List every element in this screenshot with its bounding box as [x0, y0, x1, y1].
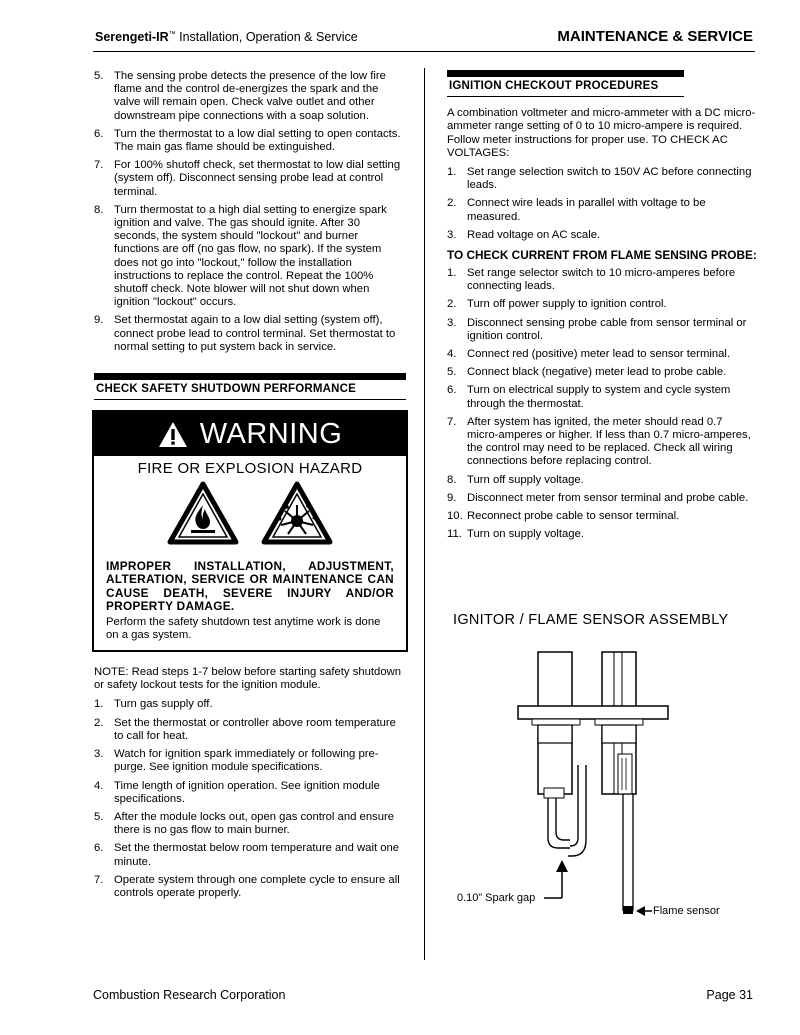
step-number: 3. [447, 316, 457, 329]
list-item [94, 128, 406, 154]
list-item [447, 510, 757, 523]
step-text: After system has ignited, the meter should read 0.7 micro-amperes or higher. If less than 0.7 micro-amperes, the control may need to be replaced. Check all wiring connections before replacing control. [467, 415, 751, 468]
flame-sensor-label: Flame sensor [653, 905, 720, 917]
step-text: Disconnect sensing probe cable from sensor terminal or ignition control. [467, 316, 747, 342]
section-title: MAINTENANCE & SERVICE [557, 28, 753, 45]
step-number: 6. [94, 127, 104, 140]
step-text: Time length of ignition operation. See ignition module specifications. [114, 779, 380, 805]
step-number: 11. [447, 528, 462, 541]
right-column [447, 70, 757, 546]
step-number: 8. [94, 203, 104, 216]
step-number: 5. [447, 366, 457, 379]
list-item [94, 811, 406, 837]
warning-box [92, 410, 408, 652]
ignition-checkout-heading: IGNITION CHECKOUT PROCEDURES [447, 70, 684, 97]
step-text: Set range selector switch to 10 micro-amperes before connecting leads. [467, 267, 736, 293]
step-text: Turn off supply voltage. [467, 473, 584, 486]
header-rule [93, 51, 755, 52]
ac-voltage-steps [447, 166, 757, 242]
step-text: Turn on electrical supply to system and cycle system through the thermostat. [467, 384, 731, 410]
current-check-heading: TO CHECK CURRENT FROM FLAME SENSING PROBE: [447, 248, 757, 263]
trademark: ™ [168, 30, 176, 38]
step-text: Disconnect meter from sensor terminal and probe cable. [467, 491, 749, 504]
list-item [447, 267, 757, 293]
step-number: 1. [94, 698, 104, 711]
step-text: Turn off power supply to ignition control. [467, 298, 667, 311]
step-text: Turn thermostat to a high dial setting to energize spark ignition and valve. The gas should ignite. After 30 seconds, the system should "lockout" and burner functions are off (no gas flow, no spark). If the system does not go into "lockout," follow the installation instructions to replace the control. Repeat the 100% shutoff check. Note blower will not shut down when ignition "lockout" occurs. [114, 203, 387, 309]
ignition-intro: A combination voltmeter and micro-ammeter with a DC micro-ammeter range setting of 0 to 10 micro-ampere is required. Follow meter instructions for proper use. TO CHECK AC VOLTAGES: [447, 107, 756, 159]
list-item [94, 70, 406, 123]
explosive-icon [261, 481, 333, 549]
step-text: After the module locks out, open gas control and ensure there is no gas flow to main burner. [114, 810, 395, 837]
step-number: 4. [447, 348, 457, 361]
step-text: Set the thermostat below room temperature and wait one minute. [114, 842, 400, 868]
hazard-title: FIRE OR EXPLOSION HAZARD [137, 460, 363, 478]
step-number: 4. [94, 779, 104, 792]
step-text: Set thermostat again to a low dial setting (system off), connect probe lead to control terminal. Set thermostat to normal setting to put system back in service. [114, 314, 396, 353]
list-item [94, 698, 406, 711]
continued-steps [94, 70, 406, 354]
step-number: 3. [94, 748, 104, 761]
list-item [94, 842, 406, 868]
list-item [94, 748, 406, 774]
spark-gap-label: 0.10” Spark gap [457, 892, 536, 904]
list-item [447, 474, 757, 487]
step-number: 1. [447, 267, 457, 280]
step-number: 1. [447, 166, 457, 179]
step-number: 6. [94, 842, 104, 855]
step-number: 7. [94, 159, 104, 172]
step-number: 7. [447, 415, 457, 428]
safety-steps [94, 698, 406, 900]
list-item [94, 717, 406, 743]
safety-shutdown-heading: CHECK SAFETY SHUTDOWN PERFORMANCE [94, 373, 406, 400]
step-text: Connect red (positive) meter lead to sensor terminal. [467, 348, 731, 361]
column-divider [424, 68, 425, 960]
list-item [447, 416, 757, 469]
step-text: For 100% shutoff check, set thermostat to low dial setting (system off). Disconnect sensing probe lead at control terminal. [114, 159, 401, 198]
step-text: Set range selection switch to 150V AC before connecting leads. [467, 166, 752, 192]
list-item [447, 197, 757, 223]
ignitor-sensor-diagram [440, 640, 760, 945]
warning-header [94, 412, 406, 456]
hazard-icons [94, 481, 406, 549]
list-item [447, 166, 757, 192]
list-item [447, 229, 757, 242]
step-text: Connect black (negative) meter lead to probe cable. [467, 366, 727, 379]
step-number: 6. [447, 384, 457, 397]
list-item [447, 298, 757, 311]
step-text: Read voltage on AC scale. [467, 228, 601, 241]
step-number: 7. [94, 873, 104, 886]
step-number: 2. [94, 716, 104, 729]
step-text: Watch for ignition spark immediately or following pre-purge. See ignition module specifications. [114, 748, 379, 774]
step-number: 10. [447, 510, 463, 523]
step-number: 3. [447, 228, 457, 241]
list-item [447, 528, 757, 541]
list-item [447, 366, 757, 379]
list-item [94, 314, 406, 354]
brand-name: Serengeti-IR [95, 30, 169, 44]
flammable-icon [167, 481, 239, 549]
warning-triangle-icon [158, 421, 188, 448]
step-number: 9. [447, 491, 457, 504]
step-text: The sensing probe detects the presence of the low fire flame and the control de-energizes the spark and the valve will remain open. Check valve outlet and other downstream pipe connections with a soap solution. [114, 70, 386, 122]
list-item [447, 348, 757, 361]
running-header [95, 30, 358, 44]
step-text: Connect wire leads in parallel with voltage to be measured. [467, 197, 706, 223]
header-subtitle: Installation, Operation & Service [175, 30, 358, 44]
list-item [447, 384, 757, 410]
step-text: Reconnect probe cable to sensor terminal. [467, 510, 680, 523]
warning-statement: IMPROPER INSTALLATION, ADJUSTMENT, ALTERATION, SERVICE OR MAINTENANCE CAN CAUSE DEATH, SEVERE INJURY AND/OR PROPERTY DAMAGE. [106, 558, 394, 614]
list-item [447, 492, 757, 505]
step-text: Set the thermostat or controller above room temperature to call for heat. [114, 716, 396, 742]
step-number: 8. [447, 473, 457, 486]
step-text: Operate system through one complete cycle to ensure all controls operate properly. [114, 873, 400, 899]
warning-note: Perform the safety shutdown test anytime work is done on a gas system. [106, 615, 381, 641]
page-number: Page 31 [706, 988, 753, 1002]
list-item [94, 159, 406, 199]
step-text: Turn the thermostat to a low dial setting to open contacts. The main gas flame should be extinguished. [114, 127, 401, 154]
step-text: Turn on supply voltage. [467, 528, 585, 541]
step-number: 2. [447, 197, 457, 210]
step-number: 2. [447, 298, 457, 311]
step-number: 5. [94, 810, 104, 823]
footer-company: Combustion Research Corporation [93, 988, 286, 1002]
step-number: 5. [94, 70, 104, 82]
current-check-steps [447, 267, 757, 541]
list-item [94, 780, 406, 806]
step-text: Turn gas supply off. [114, 698, 213, 711]
list-item [94, 204, 406, 310]
left-column [94, 70, 406, 905]
figure-title: IGNITOR / FLAME SENSOR ASSEMBLY [453, 612, 729, 628]
step-number: 9. [94, 314, 104, 327]
list-item [447, 317, 757, 343]
warning-title: WARNING [199, 417, 343, 450]
note-paragraph: NOTE: Read steps 1-7 below before starting safety shutdown or safety lockout tests for the ignition module. [94, 666, 402, 692]
list-item [94, 874, 406, 900]
